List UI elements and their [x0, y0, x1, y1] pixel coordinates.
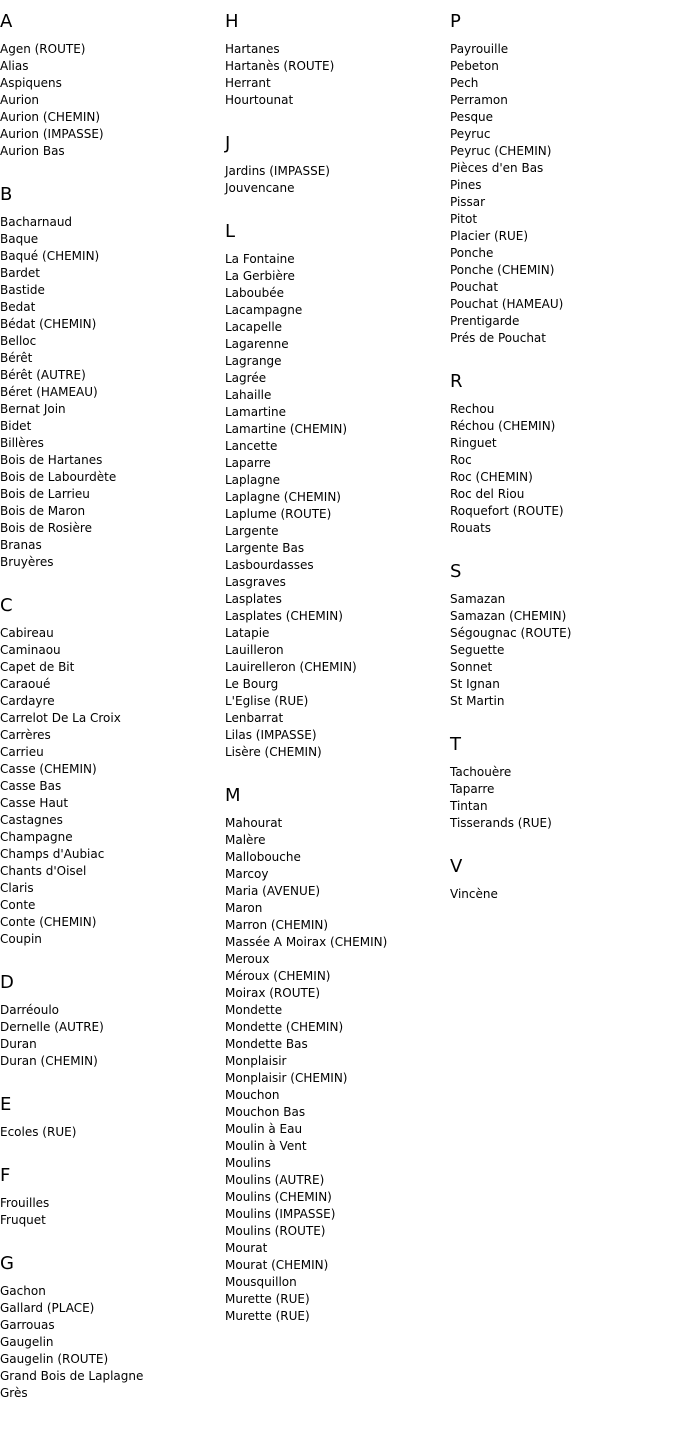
- letter-heading: J: [225, 133, 231, 154]
- street-link[interactable]: Aurion (IMPASSE): [0, 127, 104, 141]
- street-link[interactable]: Mondette: [225, 1003, 283, 1017]
- street-link[interactable]: Fruquet: [0, 1213, 46, 1227]
- street-link[interactable]: Lahaille: [225, 388, 272, 402]
- street-link[interactable]: Roc: [450, 453, 472, 467]
- street-link[interactable]: Bedat: [0, 300, 36, 314]
- street-link[interactable]: Prentigarde: [450, 314, 520, 328]
- letter-heading: A: [0, 11, 13, 32]
- street-link[interactable]: Pines: [450, 178, 482, 192]
- street-link[interactable]: Maron: [225, 901, 263, 915]
- street-link[interactable]: Carrelot De La Croix: [0, 711, 121, 725]
- street-link[interactable]: Mourat: [225, 1241, 268, 1255]
- street-link[interactable]: Mousquillon: [225, 1275, 297, 1289]
- street-link[interactable]: Le Bourg: [225, 677, 279, 691]
- letter-heading: G: [0, 1253, 14, 1274]
- street-link[interactable]: Mondette Bas: [225, 1037, 308, 1051]
- street-link[interactable]: Conte: [0, 898, 36, 912]
- street-link[interactable]: Moulins (AUTRE): [225, 1173, 325, 1187]
- street-link[interactable]: Tachouère: [450, 765, 512, 779]
- street-link[interactable]: Belloc: [0, 334, 37, 348]
- street-link[interactable]: Lacapelle: [225, 320, 283, 334]
- street-link[interactable]: Marcoy: [225, 867, 269, 881]
- letter-section: [225, 133, 450, 210]
- street-link[interactable]: Lasplates: [225, 592, 282, 606]
- street-link[interactable]: Monplaisir (CHEMIN): [225, 1071, 348, 1085]
- street-link[interactable]: Lilas (IMPASSE): [225, 728, 317, 742]
- street-link[interactable]: Bardet: [0, 266, 41, 280]
- street-link[interactable]: Moulins (CHEMIN): [225, 1190, 332, 1204]
- street-link[interactable]: Billères: [0, 436, 44, 450]
- letter-section: [225, 785, 450, 1338]
- street-index-column-2: [225, 0, 450, 1338]
- street-link[interactable]: Baqué (CHEMIN): [0, 249, 100, 263]
- street-link[interactable]: Lagrange: [225, 354, 282, 368]
- street-list: [225, 41, 450, 109]
- street-link[interactable]: Capet de Bit: [0, 660, 75, 674]
- street-link[interactable]: Laboubée: [225, 286, 284, 300]
- street-link[interactable]: Lamartine: [225, 405, 287, 419]
- street-list: [450, 401, 675, 537]
- street-link[interactable]: Bois de Larrieu: [0, 487, 90, 501]
- street-link[interactable]: Pitot: [450, 212, 478, 226]
- letter-heading: L: [225, 221, 236, 242]
- street-link[interactable]: Moulins: [225, 1156, 271, 1170]
- street-link[interactable]: Murette (RUE): [225, 1292, 310, 1306]
- street-link[interactable]: Gaugelin (ROUTE): [0, 1352, 109, 1366]
- street-link[interactable]: Moulins (IMPASSE): [225, 1207, 336, 1221]
- letter-heading: D: [0, 972, 14, 993]
- street-link[interactable]: Mouchon: [225, 1088, 280, 1102]
- letter-section: [225, 221, 450, 774]
- street-link[interactable]: Carrieu: [0, 745, 44, 759]
- street-link[interactable]: Malère: [225, 833, 266, 847]
- street-link[interactable]: Lasbourdasses: [225, 558, 314, 572]
- street-link[interactable]: Pouchat (HAMEAU): [450, 297, 564, 311]
- street-link[interactable]: St Martin: [450, 694, 505, 708]
- street-link[interactable]: Laplagne (CHEMIN): [225, 490, 341, 504]
- street-link[interactable]: Pièces d'en Bas: [450, 161, 544, 175]
- street-link[interactable]: Coupin: [0, 932, 42, 946]
- street-link[interactable]: Largente Bas: [225, 541, 305, 555]
- street-link[interactable]: Lagarenne: [225, 337, 289, 351]
- street-link[interactable]: La Gerbière: [225, 269, 295, 283]
- letter-heading: M: [225, 785, 241, 806]
- street-link[interactable]: Perramon: [450, 93, 508, 107]
- street-link[interactable]: Duran (CHEMIN): [0, 1054, 98, 1068]
- letter-heading: R: [450, 371, 463, 392]
- street-index-column-1: [0, 0, 225, 1415]
- street-link[interactable]: Monplaisir: [225, 1054, 287, 1068]
- letter-section: [225, 11, 450, 122]
- street-link[interactable]: Bois de Maron: [0, 504, 86, 518]
- street-link[interactable]: Cardayre: [0, 694, 55, 708]
- street-link[interactable]: Bois de Hartanes: [0, 453, 103, 467]
- letter-section: [0, 1253, 225, 1415]
- street-link[interactable]: Champs d'Aubiac: [0, 847, 105, 861]
- letter-heading: T: [450, 734, 461, 755]
- street-link[interactable]: Rouats: [450, 521, 492, 535]
- street-link[interactable]: Bérêt (AUTRE): [0, 368, 86, 382]
- street-link[interactable]: Mallobouche: [225, 850, 301, 864]
- street-link[interactable]: Baque: [0, 232, 39, 246]
- street-link[interactable]: Samazan (CHEMIN): [450, 609, 567, 623]
- letter-section: [450, 11, 675, 360]
- letter-section: [450, 856, 675, 916]
- street-list: [0, 41, 225, 160]
- street-link[interactable]: Mourat (CHEMIN): [225, 1258, 329, 1272]
- letter-heading: V: [450, 856, 463, 877]
- street-link[interactable]: Peyruc: [450, 127, 491, 141]
- street-link[interactable]: Hartanes: [225, 42, 280, 56]
- street-link[interactable]: Lamartine (CHEMIN): [225, 422, 348, 436]
- street-link[interactable]: Bruyères: [0, 555, 54, 569]
- street-link[interactable]: Ringuet: [450, 436, 497, 450]
- street-list: [450, 41, 675, 347]
- street-link[interactable]: Gallard (PLACE): [0, 1301, 95, 1315]
- street-link[interactable]: Roc (CHEMIN): [450, 470, 533, 484]
- street-link[interactable]: Moirax (ROUTE): [225, 986, 321, 1000]
- letter-section: [0, 1094, 225, 1154]
- letter-section: [0, 184, 225, 584]
- street-link[interactable]: Agen (ROUTE): [0, 42, 86, 56]
- letter-section: [0, 11, 225, 173]
- street-link[interactable]: Tisserands (RUE): [450, 816, 552, 830]
- street-link[interactable]: Aurion: [0, 93, 40, 107]
- street-link[interactable]: Ségougnac (ROUTE): [450, 626, 572, 640]
- street-link[interactable]: Casse Haut: [0, 796, 69, 810]
- street-link[interactable]: Payrouille: [450, 42, 509, 56]
- street-link[interactable]: Prés de Pouchat: [450, 331, 546, 345]
- street-link[interactable]: Moulin à Eau: [225, 1122, 303, 1136]
- street-link[interactable]: Bidet: [0, 419, 32, 433]
- street-link[interactable]: Grès: [0, 1386, 28, 1400]
- street-list: [0, 214, 225, 571]
- street-link[interactable]: Dernelle (AUTRE): [0, 1020, 104, 1034]
- street-list: [225, 163, 450, 197]
- street-link[interactable]: Placier (RUE): [450, 229, 529, 243]
- street-link[interactable]: Seguette: [450, 643, 505, 657]
- street-link[interactable]: Tintan: [450, 799, 488, 813]
- street-list: [0, 1195, 225, 1229]
- street-index-column-3: [450, 0, 675, 916]
- street-link[interactable]: Lauirelleron (CHEMIN): [225, 660, 357, 674]
- street-link[interactable]: Casse (CHEMIN): [0, 762, 97, 776]
- street-link[interactable]: Murette (RUE): [225, 1309, 310, 1323]
- street-link[interactable]: Maria (AVENUE): [225, 884, 321, 898]
- letter-heading: E: [0, 1094, 12, 1115]
- street-link[interactable]: Gachon: [0, 1284, 46, 1298]
- street-link[interactable]: Conte (CHEMIN): [0, 915, 97, 929]
- street-link[interactable]: Roc del Riou: [450, 487, 525, 501]
- street-link[interactable]: Branas: [0, 538, 42, 552]
- street-link[interactable]: Bérêt: [0, 351, 33, 365]
- street-list: [450, 591, 675, 710]
- letter-section: [0, 1165, 225, 1242]
- street-link[interactable]: Lauilleron: [225, 643, 284, 657]
- street-link[interactable]: La Fontaine: [225, 252, 295, 266]
- street-link[interactable]: Ponche: [450, 246, 494, 260]
- street-link[interactable]: Champagne: [0, 830, 73, 844]
- street-list: [450, 886, 675, 903]
- street-link[interactable]: Jardins (IMPASSE): [225, 164, 330, 178]
- street-link[interactable]: Hartanès (ROUTE): [225, 59, 335, 73]
- letter-heading: F: [0, 1165, 11, 1186]
- street-link[interactable]: Moulins (ROUTE): [225, 1224, 326, 1238]
- street-link[interactable]: Sonnet: [450, 660, 493, 674]
- street-link[interactable]: Lasgraves: [225, 575, 286, 589]
- letter-section: [450, 561, 675, 723]
- street-link[interactable]: Bois de Labourdète: [0, 470, 117, 484]
- street-list: [225, 815, 450, 1325]
- street-link[interactable]: Laparre: [225, 456, 271, 470]
- street-link[interactable]: Carrères: [0, 728, 51, 742]
- street-link[interactable]: Aurion Bas: [0, 144, 65, 158]
- street-link[interactable]: Béret (HAMEAU): [0, 385, 98, 399]
- street-list: [225, 251, 450, 761]
- street-link[interactable]: Vincène: [450, 887, 498, 901]
- street-link[interactable]: Bédat (CHEMIN): [0, 317, 97, 331]
- street-link[interactable]: Aurion (CHEMIN): [0, 110, 101, 124]
- street-link[interactable]: Mondette (CHEMIN): [225, 1020, 344, 1034]
- street-link[interactable]: Bois de Rosière: [0, 521, 92, 535]
- street-link[interactable]: Lancette: [225, 439, 278, 453]
- street-link[interactable]: Pissar: [450, 195, 486, 209]
- street-link[interactable]: Chants d'Oisel: [0, 864, 87, 878]
- street-link[interactable]: Claris: [0, 881, 34, 895]
- street-link[interactable]: Cabireau: [0, 626, 54, 640]
- street-link[interactable]: Méroux (CHEMIN): [225, 969, 331, 983]
- street-link[interactable]: Grand Bois de Laplagne: [0, 1369, 144, 1383]
- letter-section: [450, 734, 675, 845]
- street-link[interactable]: Caminaou: [0, 643, 61, 657]
- street-link[interactable]: Rechou: [450, 402, 495, 416]
- street-link[interactable]: Laplume (ROUTE): [225, 507, 332, 521]
- street-link[interactable]: Pouchat: [450, 280, 499, 294]
- street-link[interactable]: Peyruc (CHEMIN): [450, 144, 552, 158]
- street-link[interactable]: Alias: [0, 59, 29, 73]
- street-list: [0, 1283, 225, 1402]
- street-link[interactable]: Gaugelin: [0, 1335, 54, 1349]
- street-list: [0, 625, 225, 948]
- street-link[interactable]: Pech: [450, 76, 479, 90]
- street-link[interactable]: Meroux: [225, 952, 270, 966]
- street-link[interactable]: Lenbarrat: [225, 711, 284, 725]
- street-link[interactable]: Réchou (CHEMIN): [450, 419, 556, 433]
- street-link[interactable]: Lasplates (CHEMIN): [225, 609, 343, 623]
- street-link[interactable]: Castagnes: [0, 813, 63, 827]
- street-link[interactable]: Ecoles (RUE): [0, 1125, 77, 1139]
- street-link[interactable]: Herrant: [225, 76, 271, 90]
- street-link[interactable]: Samazan: [450, 592, 506, 606]
- street-link[interactable]: Mouchon Bas: [225, 1105, 306, 1119]
- letter-section: [0, 595, 225, 961]
- street-link[interactable]: Moulin à Vent: [225, 1139, 307, 1153]
- letter-heading: S: [450, 561, 462, 582]
- street-link[interactable]: Jouvencane: [225, 181, 295, 195]
- street-list: [0, 1124, 225, 1141]
- street-link[interactable]: Bernat Join: [0, 402, 66, 416]
- street-link[interactable]: Mahourat: [225, 816, 283, 830]
- street-link[interactable]: Frouilles: [0, 1196, 50, 1210]
- street-link[interactable]: Pesque: [450, 110, 494, 124]
- street-list: [450, 764, 675, 832]
- street-link[interactable]: St Ignan: [450, 677, 500, 691]
- street-link[interactable]: Laplagne: [225, 473, 280, 487]
- street-link[interactable]: Casse Bas: [0, 779, 62, 793]
- street-link[interactable]: Largente: [225, 524, 279, 538]
- street-link[interactable]: Lisère (CHEMIN): [225, 745, 322, 759]
- street-list: [0, 1002, 225, 1070]
- street-link[interactable]: Bastide: [0, 283, 45, 297]
- street-link[interactable]: Taparre: [450, 782, 495, 796]
- letter-heading: P: [450, 11, 461, 32]
- street-link[interactable]: Roquefort (ROUTE): [450, 504, 564, 518]
- street-link[interactable]: Caraoué: [0, 677, 51, 691]
- letter-section: [0, 972, 225, 1083]
- letter-heading: C: [0, 595, 13, 616]
- street-link[interactable]: Darréoulo: [0, 1003, 59, 1017]
- letter-heading: H: [225, 11, 239, 32]
- letter-section: [450, 371, 675, 550]
- street-link[interactable]: Aspiquens: [0, 76, 62, 90]
- street-link[interactable]: Massée A Moirax (CHEMIN): [225, 935, 388, 949]
- street-link[interactable]: Garrouas: [0, 1318, 55, 1332]
- street-link[interactable]: L'Eglise (RUE): [225, 694, 309, 708]
- street-link[interactable]: Marron (CHEMIN): [225, 918, 329, 932]
- street-link[interactable]: Latapie: [225, 626, 270, 640]
- street-link[interactable]: Bacharnaud: [0, 215, 73, 229]
- street-link[interactable]: Lacampagne: [225, 303, 303, 317]
- street-link[interactable]: Ponche (CHEMIN): [450, 263, 555, 277]
- street-link[interactable]: Lagrée: [225, 371, 267, 385]
- street-link[interactable]: Hourtounat: [225, 93, 294, 107]
- letter-heading: B: [0, 184, 13, 205]
- street-link[interactable]: Duran: [0, 1037, 37, 1051]
- street-link[interactable]: Pebeton: [450, 59, 499, 73]
